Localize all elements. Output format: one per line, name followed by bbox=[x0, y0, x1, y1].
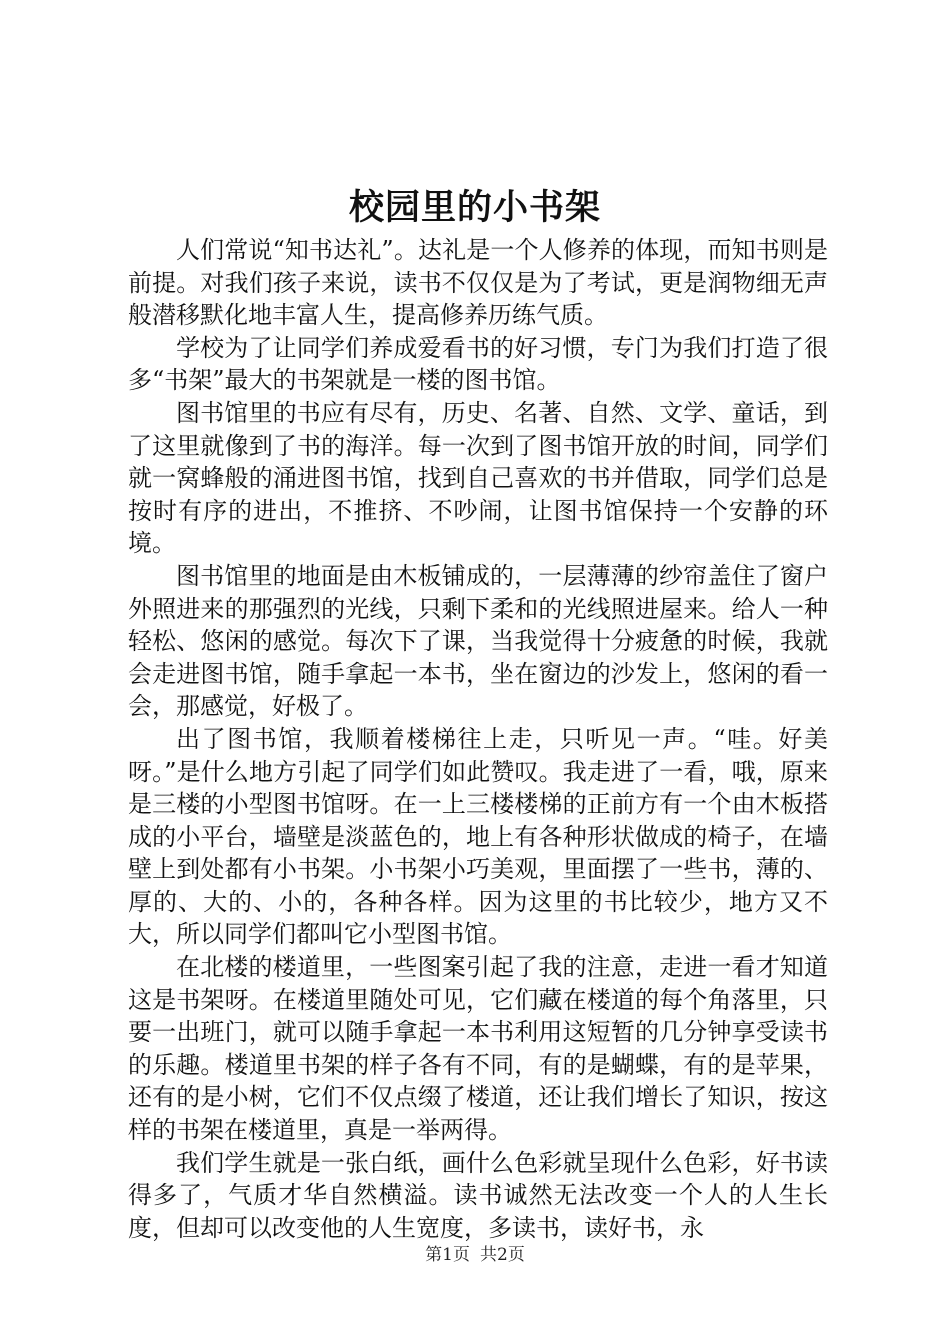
document-body bbox=[128, 234, 828, 1244]
paragraph: 人们常说“知书达礼”。达礼是一个人修养的体现，而知书则是前提。对我们孩子来说，读书不仅仅是为了考试，更是润物细无声般潜移默化地丰富人生，提高修养历练气质。 bbox=[128, 236, 828, 330]
page-number: 第1页 bbox=[425, 1245, 470, 1265]
document-title: 校园里的小书架 bbox=[348, 187, 601, 228]
paragraph: 出了图书馆，我顺着楼梯往上走，只听见一声。“哇。好美呀。”是什么地方引起了同学们如此赞叹。我走进了一看，哦，原来是三楼的小型图书馆呀。在一上三楼楼梯的正前方有一个由木板搭成的小平台，墙壁是淡蓝色的，地上有各种形状做成的椅子，在墙壁上到处都有小书架。小书架小巧美观，里面摆了一些书，薄的、厚的、大的、小的，各种各样。因为这里的书比较少，地方又不大，所以同学们都叫它小型图书馆。 bbox=[128, 724, 828, 949]
paragraph: 我们学生就是一张白纸，画什么色彩就呈现什么色彩，好书读得多了，气质才华自然横溢。读书诚然无法改变一个人的人生长度，但却可以改变他的人生宽度，多读书，读好书，永 bbox=[128, 1148, 828, 1242]
paragraph: 图书馆里的书应有尽有，历史、名著、自然、文学、童话，到了这里就像到了书的海洋。每一次到了图书馆开放的时间，同学们就一窝蜂般的涌进图书馆，找到自己喜欢的书并借取，同学们总是按时有序的进出，不推挤、不吵闹，让图书馆保持一个安静的环境。 bbox=[128, 398, 828, 558]
page-footer bbox=[0, 1243, 950, 1267]
paragraph: 图书馆里的地面是由木板铺成的，一层薄薄的纱帘盖住了窗户外照进来的那强烈的光线，只剩下柔和的光线照进屋来。给人一种轻松、悠闲的感觉。每次下了课，当我觉得十分疲惫的时候，我就会走进图书馆，随手拿起一本书，坐在窗边的沙发上，悠闲的看一会，那感觉，好极了。 bbox=[128, 561, 828, 721]
paragraph: 学校为了让同学们养成爱看书的好习惯，专门为我们打造了很多“书架”最大的书架就是一楼的图书馆。 bbox=[128, 333, 828, 395]
paragraph: 在北楼的楼道里，一些图案引起了我的注意，走进一看才知道这是书架呀。在楼道里随处可见，它们藏在楼道的每个角落里，只要一出班门，就可以随手拿起一本书利用这短暂的几分钟享受读书的乐趣。楼道里书架的样子各有不同，有的是蝴蝶，有的是苹果，还有的是小树，它们不仅点缀了楼道，还让我们增长了知识，按这样的书架在楼道里，真是一举两得。 bbox=[128, 953, 828, 1145]
page-total: 共2页 bbox=[480, 1245, 525, 1265]
